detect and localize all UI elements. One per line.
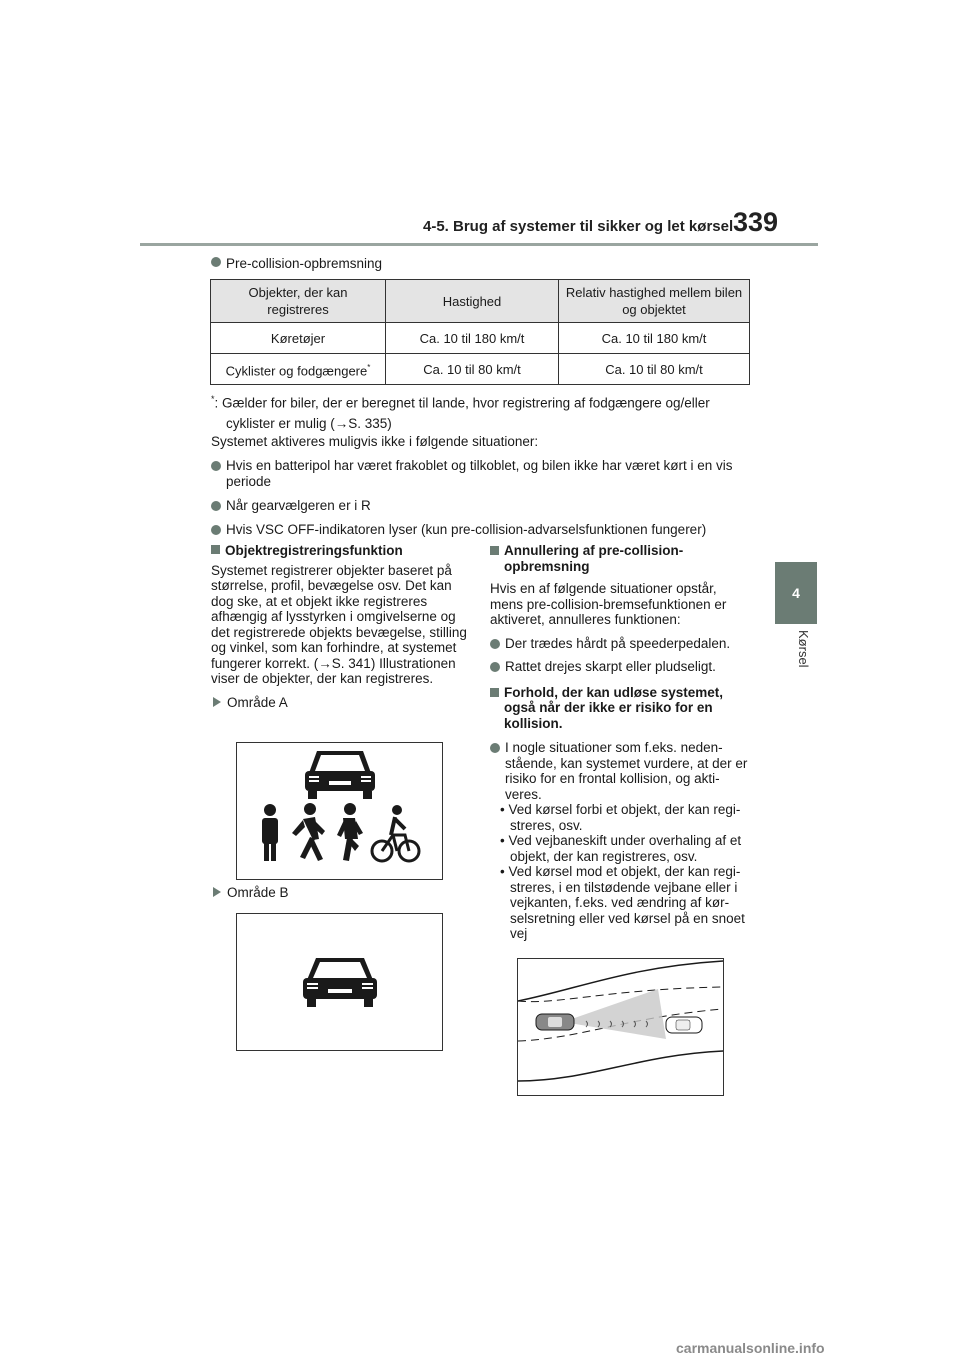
area-b-label: Område B (213, 885, 289, 901)
table-cell: Ca. 10 til 180 km/t (386, 323, 559, 354)
dash-item: • Ved kørsel mod et objekt, der kan registreres, i en tilstødende vejbane eller i vejkanten, f.eks. ved ændring af kørselsretning eller ved kørsel på en snoet vej (500, 864, 745, 941)
target-car-icon (666, 1017, 702, 1033)
figure-area-a (236, 742, 443, 880)
activation-intro: Systemet aktiveres muligvis ikke i følgende situationer: (211, 434, 539, 449)
table-header: Hastighed (386, 280, 559, 323)
bullet-icon (490, 662, 500, 672)
figure-road (517, 958, 724, 1096)
arrow-icon (213, 887, 221, 897)
table-header: Relativ hastighed mellem bilen og objektet (559, 280, 750, 323)
bullet-icon (211, 461, 221, 471)
square-bullet-icon (211, 545, 220, 554)
intro-bullet: Pre-collision-opbremsning (211, 256, 382, 272)
car-icon (303, 958, 377, 1007)
bullet-icon (211, 501, 221, 511)
footer-watermark[interactable]: carmanualsonline.info (676, 1340, 825, 1356)
objects-illustration (237, 743, 442, 879)
square-bullet-icon (490, 688, 499, 697)
figure-area-b (236, 913, 443, 1051)
dash-item: • Ved kørsel forbi et objekt, der kan registreres, osv. (500, 802, 741, 833)
table-cell: Ca. 10 til 80 km/t (386, 354, 559, 385)
chapter-label: Kørsel (796, 630, 811, 668)
bullet-icon (490, 743, 500, 753)
right-heading-1: Annullering af pre-collision-opbremsning (490, 543, 750, 574)
car-illustration (237, 914, 442, 1050)
activation-list (211, 458, 751, 538)
square-bullet-icon (490, 546, 499, 555)
table-cell: Ca. 10 til 180 km/t (559, 323, 750, 354)
dash-item: • Ved vejbaneskift under overhaling af et objekt, der kan registreres, osv. (500, 833, 742, 864)
table-cell: Køretøjer (211, 323, 386, 354)
bullet-icon (211, 525, 221, 535)
left-body: Systemet registrerer objekter baseret på størrelse, profil, bevægelse osv. Det kan dog ske, at et objekt ikke registreres afhængig af lysstyrken i omgivelserne og det registrerede objekts bevægelse, stilling og vinkel, som kan forhindre, at systemet fungerer korrekt. (→S. 341) Illustrationen viser de objekter, der kan registreres. (211, 562, 467, 686)
table-cell: Cyklister og fodgængere* (211, 354, 386, 385)
list-item: I nogle situationer som f.eks. nedenstående, kan systemet vurdere, at der er risiko for en frontal kollision, og aktiveres. (490, 740, 750, 802)
footnote: *: Gælder for biler, der er beregnet til lande, hvor registrering af fodgængere og/eller cyklister er mulig (→S. 335) (211, 394, 710, 431)
page-number: 339 (733, 207, 779, 237)
table-header: Objekter, der kan registreres (211, 280, 386, 323)
right-body-1: Hvis en af følgende situationer opstår, mens pre-collision-bremsefunktionen er aktiveret, annulleres funktionen: (490, 581, 727, 627)
bullet-icon (211, 257, 221, 267)
list-item: Hvis VSC OFF-indikatoren lyser (kun pre-collision-advarselsfunktionen fungerer) (211, 522, 751, 538)
sensor-beam (563, 989, 666, 1039)
right-heading-2: Forhold, der kan udløse systemet, også når der ikke er risiko for en kollision. (490, 685, 750, 732)
section-title: 4-5. Brug af systemer til sikker og let kørsel (423, 218, 734, 235)
running-pedestrian-icon (337, 803, 363, 861)
own-car-icon (536, 1014, 574, 1030)
spec-table (210, 279, 750, 385)
standing-pedestrian-icon (262, 804, 278, 861)
arrow-icon (213, 697, 221, 707)
area-a-label: Område A (211, 695, 469, 711)
chapter-tab: 4 (775, 562, 817, 624)
header-divider (140, 243, 818, 246)
left-heading: Objektregistreringsfunktion (211, 543, 469, 559)
table-cell: Ca. 10 til 80 km/t (559, 354, 750, 385)
car-icon (305, 751, 375, 799)
cyclist-icon (372, 805, 419, 861)
walking-pedestrian-icon (292, 803, 325, 861)
list-item: Der trædes hårdt på speederpedalen. (490, 636, 750, 652)
list-item: Rattet drejes skarpt eller pludseligt. (490, 659, 750, 675)
right-column (490, 543, 750, 942)
list-item: Hvis en batteripol har været frakoblet og tilkoblet, og bilen ikke har været kørt i en vis periode (211, 458, 751, 490)
left-column (211, 543, 469, 710)
list-item: Når gearvælgeren er i R (211, 498, 751, 514)
bullet-icon (490, 639, 500, 649)
road-illustration (518, 959, 723, 1095)
